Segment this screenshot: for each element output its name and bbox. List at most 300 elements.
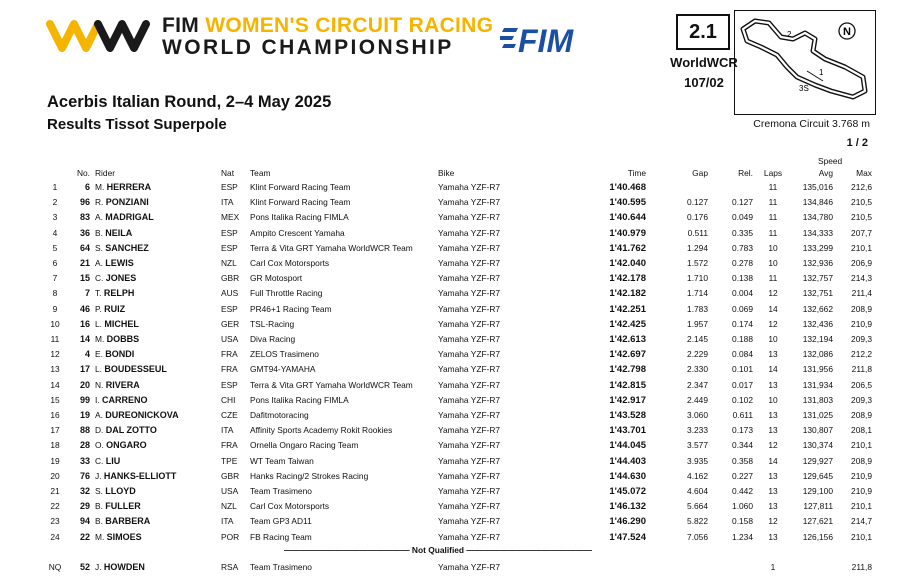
table-row bbox=[0, 347, 900, 362]
avg-cell: 129,927 bbox=[802, 455, 833, 466]
no-cell: 28 bbox=[79, 440, 90, 451]
max-cell: 209,3 bbox=[851, 334, 872, 344]
table-row bbox=[0, 469, 900, 484]
max-cell: 212,6 bbox=[851, 182, 872, 192]
table-row bbox=[0, 423, 900, 438]
gap-cell: 5.822 bbox=[687, 516, 708, 527]
team-cell: Team Trasimeno bbox=[250, 486, 312, 496]
rel-cell: 0.084 bbox=[732, 349, 753, 360]
bike-cell: Yamaha YZF-R7 bbox=[438, 531, 501, 542]
nat-cell: ITA bbox=[221, 425, 234, 436]
bike-cell: Yamaha YZF-R7 bbox=[438, 288, 501, 299]
table-row bbox=[0, 180, 900, 195]
rider-initial: D. bbox=[95, 425, 104, 436]
gap-cell: 4.162 bbox=[687, 470, 708, 481]
rider-initial: I. bbox=[95, 394, 100, 405]
no-cell: 15 bbox=[79, 273, 90, 284]
laps-cell: 13 bbox=[768, 379, 778, 390]
avg-cell: 131,025 bbox=[802, 410, 833, 420]
avg-cell: 131,803 bbox=[802, 394, 833, 405]
avg-cell: 130,807 bbox=[802, 425, 833, 436]
no-cell: 14 bbox=[79, 334, 90, 344]
no-cell: 32 bbox=[79, 486, 90, 496]
no-cell: 52 bbox=[79, 562, 90, 572]
team-cell: Klint Forward Racing Team bbox=[250, 182, 351, 192]
no-cell: 96 bbox=[79, 197, 90, 208]
laps-cell: 11 bbox=[768, 273, 778, 284]
table-row bbox=[0, 408, 900, 423]
nat-cell: RSA bbox=[221, 562, 239, 572]
max-cell: 210,9 bbox=[851, 470, 872, 481]
rider-initial: O. bbox=[95, 440, 104, 451]
laps-cell: 12 bbox=[768, 440, 778, 451]
avg-cell: 132,936 bbox=[802, 258, 833, 268]
session-number-box: 2.1 bbox=[676, 14, 730, 50]
page-number: 1 / 2 bbox=[846, 137, 868, 149]
rider-name-cell bbox=[95, 438, 220, 453]
max-cell: 208,9 bbox=[851, 410, 872, 420]
map-sector-1-label: 1 bbox=[819, 68, 824, 77]
no-cell: 76 bbox=[79, 470, 90, 481]
no-cell: 83 bbox=[79, 212, 90, 223]
bike-cell: Yamaha YZF-R7 bbox=[438, 197, 501, 208]
avg-cell: 130,374 bbox=[802, 440, 833, 451]
rider-surname: LIU bbox=[105, 455, 121, 466]
championship-title-line1 bbox=[162, 14, 493, 38]
rel-cell: 1.234 bbox=[732, 531, 753, 542]
rider-surname: NEILA bbox=[105, 227, 133, 238]
rider-initial: L. bbox=[95, 364, 102, 375]
col-header-team: Team bbox=[250, 168, 271, 178]
map-north-label: N bbox=[843, 26, 851, 38]
avg-cell: 133,299 bbox=[802, 242, 833, 253]
nat-cell: AUS bbox=[221, 288, 239, 299]
time-cell: 1'42.697 bbox=[609, 349, 646, 361]
rider-name-cell bbox=[95, 499, 220, 514]
pos-cell: 17 bbox=[50, 425, 60, 436]
bike-cell: Yamaha YZF-R7 bbox=[438, 242, 501, 253]
max-cell: 214,3 bbox=[851, 273, 872, 284]
not-qualified-separator bbox=[0, 543, 900, 558]
rider-surname: RIVERA bbox=[105, 379, 140, 390]
rider-surname: BARBERA bbox=[105, 516, 151, 527]
nat-cell: ESP bbox=[221, 379, 238, 390]
nat-cell: FRA bbox=[221, 364, 238, 375]
nat-cell: GER bbox=[221, 318, 240, 329]
bike-cell: Yamaha YZF-R7 bbox=[438, 562, 501, 572]
nat-cell: GBR bbox=[221, 470, 240, 481]
pos-cell: 3 bbox=[52, 212, 58, 223]
rider-name-cell bbox=[95, 393, 220, 408]
time-cell: 1'40.595 bbox=[609, 197, 646, 209]
table-row bbox=[0, 362, 900, 377]
table-row bbox=[0, 393, 900, 408]
rider-surname: RELPH bbox=[103, 288, 135, 299]
time-cell: 1'42.613 bbox=[609, 334, 646, 345]
rider-name-cell bbox=[95, 302, 220, 317]
rider-initial: L. bbox=[95, 318, 102, 329]
no-cell: 99 bbox=[79, 394, 90, 405]
pos-cell: 10 bbox=[50, 318, 60, 329]
pos-cell: 9 bbox=[52, 303, 58, 314]
laps-cell: 13 bbox=[768, 349, 778, 360]
session-subcode: 107/02 bbox=[684, 75, 724, 90]
rider-name-cell bbox=[95, 423, 220, 438]
rider-surname: SANCHEZ bbox=[105, 242, 149, 253]
rider-surname: RUIZ bbox=[104, 303, 126, 314]
nat-cell: FRA bbox=[221, 440, 238, 451]
rider-initial: E. bbox=[95, 349, 103, 360]
rider-surname: CARRENO bbox=[101, 394, 148, 405]
nat-cell: ITA bbox=[221, 197, 234, 208]
laps-cell: 11 bbox=[768, 212, 778, 223]
table-row bbox=[0, 226, 900, 241]
team-cell: Ampito Crescent Yamaha bbox=[250, 227, 345, 238]
table-row bbox=[0, 302, 900, 317]
rider-name-cell bbox=[95, 347, 220, 362]
rel-cell: 0.158 bbox=[732, 516, 753, 527]
rider-name-cell bbox=[95, 332, 220, 347]
rider-name-cell bbox=[95, 469, 220, 484]
team-cell: GMT94-YAMAHA bbox=[250, 364, 316, 375]
laps-cell: 11 bbox=[768, 197, 778, 208]
gap-cell: 5.664 bbox=[687, 501, 708, 512]
max-cell: 208,1 bbox=[851, 425, 872, 436]
nat-cell: ITA bbox=[221, 516, 234, 527]
rider-surname: SIMOES bbox=[106, 531, 142, 542]
time-cell: 1'42.798 bbox=[609, 364, 646, 376]
rider-surname: HERRERA bbox=[106, 182, 152, 192]
time-cell: 1'40.644 bbox=[609, 212, 646, 224]
rider-name-cell bbox=[95, 408, 220, 423]
no-cell: 94 bbox=[79, 516, 90, 527]
pos-cell: 13 bbox=[50, 364, 60, 375]
team-cell: Diva Racing bbox=[250, 334, 296, 344]
no-cell: 4 bbox=[84, 349, 90, 360]
max-cell: 210,1 bbox=[851, 440, 872, 451]
avg-cell: 129,645 bbox=[802, 470, 833, 481]
rider-initial: S. bbox=[95, 486, 103, 496]
time-cell: 1'44.630 bbox=[609, 470, 646, 482]
gap-cell: 7.056 bbox=[687, 531, 708, 542]
rider-initial: J. bbox=[95, 562, 102, 572]
pos-cell: 19 bbox=[50, 455, 60, 466]
team-cell: Affinity Sports Academy Rokit Rookies bbox=[250, 425, 393, 436]
bike-cell: Yamaha YZF-R7 bbox=[438, 516, 501, 527]
rider-initial: M. bbox=[95, 334, 105, 344]
table-row bbox=[0, 195, 900, 210]
circuit-map bbox=[734, 10, 876, 115]
table-row bbox=[0, 271, 900, 286]
no-cell: 36 bbox=[79, 227, 90, 238]
rel-cell: 0.335 bbox=[732, 227, 753, 238]
rider-name-cell bbox=[95, 514, 220, 529]
laps-cell: 1 bbox=[770, 562, 776, 572]
rider-initial: B. bbox=[95, 501, 103, 512]
event-title: Acerbis Italian Round, 2–4 May 2025 bbox=[47, 93, 332, 111]
time-cell: 1'40.979 bbox=[609, 227, 646, 239]
rider-surname: ONGARO bbox=[106, 440, 147, 451]
rider-name-cell bbox=[95, 286, 220, 301]
rel-cell: 0.278 bbox=[732, 258, 753, 268]
max-cell: 212,2 bbox=[851, 349, 872, 360]
laps-cell: 13 bbox=[768, 486, 778, 496]
rider-name-cell bbox=[95, 226, 220, 241]
no-cell: 22 bbox=[79, 531, 90, 542]
pos-cell: 20 bbox=[50, 470, 60, 481]
col-header-avg: Avg bbox=[818, 168, 833, 178]
rider-surname: LLOYD bbox=[105, 486, 136, 496]
time-cell: 1'42.425 bbox=[609, 318, 646, 330]
table-row bbox=[0, 514, 900, 529]
rider-surname: JONES bbox=[105, 273, 137, 284]
no-cell: 20 bbox=[79, 379, 90, 390]
nat-cell: CHI bbox=[221, 394, 236, 405]
pos-cell: 5 bbox=[52, 242, 58, 253]
pos-cell: NQ bbox=[48, 562, 62, 572]
table-row bbox=[0, 241, 900, 256]
results-table-header bbox=[0, 166, 900, 181]
time-cell: 1'42.178 bbox=[609, 273, 646, 285]
rider-surname: FULLER bbox=[105, 501, 141, 512]
max-cell: 208,9 bbox=[851, 303, 872, 314]
max-cell: 209,3 bbox=[851, 394, 872, 405]
bike-cell: Yamaha YZF-R7 bbox=[438, 318, 501, 329]
team-cell: FB Racing Team bbox=[250, 531, 312, 542]
nat-cell: MEX bbox=[221, 212, 240, 223]
team-cell: Dafitmotoracing bbox=[250, 410, 309, 420]
time-cell: 1'46.132 bbox=[609, 501, 646, 513]
rider-initial: T. bbox=[95, 288, 102, 299]
team-cell: Klint Forward Racing Team bbox=[250, 197, 351, 208]
wcr-logo-icon bbox=[46, 16, 150, 54]
max-cell: 211,8 bbox=[851, 364, 872, 375]
max-cell: 210,1 bbox=[851, 501, 872, 512]
nat-cell: TPE bbox=[221, 455, 238, 466]
team-cell: Hanks Racing/2 Strokes Racing bbox=[250, 470, 369, 481]
rider-initial: A. bbox=[95, 258, 103, 268]
nat-cell: ESP bbox=[221, 242, 238, 253]
avg-cell: 126,156 bbox=[802, 531, 833, 542]
laps-cell: 10 bbox=[768, 258, 778, 268]
rider-name-cell bbox=[95, 378, 220, 393]
time-cell: 1'44.403 bbox=[609, 455, 646, 467]
table-row bbox=[0, 560, 900, 575]
rider-name-cell bbox=[95, 241, 220, 256]
col-header-bike: Bike bbox=[438, 168, 455, 178]
rider-surname: PONZIANI bbox=[105, 197, 149, 208]
team-cell: Pons Italika Racing FIMLA bbox=[250, 212, 349, 223]
no-cell: 19 bbox=[79, 410, 90, 420]
rel-cell: 0.358 bbox=[732, 455, 753, 466]
no-cell: 6 bbox=[84, 182, 90, 192]
rel-cell: 0.138 bbox=[732, 273, 753, 284]
avg-cell: 134,780 bbox=[802, 212, 833, 223]
no-cell: 88 bbox=[79, 425, 90, 436]
rider-surname: BOUDESSEUL bbox=[104, 364, 167, 375]
table-row bbox=[0, 317, 900, 332]
nat-cell: ESP bbox=[221, 303, 238, 314]
bike-cell: Yamaha YZF-R7 bbox=[438, 379, 501, 390]
rider-initial: A. bbox=[95, 410, 103, 420]
rider-initial: J. bbox=[95, 470, 102, 481]
bike-cell: Yamaha YZF-R7 bbox=[438, 227, 501, 238]
bike-cell: Yamaha YZF-R7 bbox=[438, 182, 501, 192]
fim-logo-text: FIM bbox=[518, 23, 574, 56]
laps-cell: 13 bbox=[768, 410, 778, 420]
rider-name-cell bbox=[95, 362, 220, 377]
rider-surname: BONDI bbox=[105, 349, 135, 360]
rider-initial: N. bbox=[95, 379, 104, 390]
rider-name-cell bbox=[95, 271, 220, 286]
col-header-max: Max bbox=[856, 168, 872, 178]
avg-cell: 132,194 bbox=[802, 334, 833, 344]
title-wcr-word: WOMEN'S CIRCUIT RACING bbox=[205, 14, 494, 37]
gap-cell: 3.577 bbox=[687, 440, 708, 451]
pos-cell: 24 bbox=[50, 531, 60, 542]
rider-name-cell bbox=[95, 560, 220, 575]
avg-cell: 132,662 bbox=[802, 303, 833, 314]
avg-cell: 127,621 bbox=[802, 516, 833, 527]
time-cell: 1'43.701 bbox=[609, 425, 646, 437]
rider-name-cell bbox=[95, 256, 220, 271]
gap-cell: 0.176 bbox=[687, 212, 708, 223]
time-cell: 1'42.251 bbox=[609, 303, 646, 315]
nat-cell: CZE bbox=[221, 410, 238, 420]
rel-cell: 0.783 bbox=[732, 242, 753, 253]
gap-cell: 1.572 bbox=[687, 258, 708, 268]
team-cell: Ornella Ongaro Racing Team bbox=[250, 440, 359, 451]
laps-cell: 11 bbox=[768, 227, 778, 238]
avg-cell: 131,934 bbox=[802, 379, 833, 390]
no-cell: 16 bbox=[79, 318, 90, 329]
laps-cell: 13 bbox=[768, 470, 778, 481]
rider-initial: A. bbox=[95, 212, 103, 223]
pos-cell: 14 bbox=[50, 379, 60, 390]
avg-cell: 132,436 bbox=[802, 318, 833, 329]
nat-cell: ESP bbox=[221, 227, 238, 238]
bike-cell: Yamaha YZF-R7 bbox=[438, 425, 501, 436]
max-cell: 211,4 bbox=[851, 288, 872, 299]
col-header-laps: Laps bbox=[763, 168, 783, 178]
rider-name-cell bbox=[95, 195, 220, 210]
pos-cell: 7 bbox=[52, 273, 58, 284]
rider-initial: R. bbox=[95, 197, 104, 208]
avg-cell: 135,016 bbox=[802, 182, 833, 192]
map-sector-3s-label: 3S bbox=[799, 84, 809, 93]
rider-initial: M. bbox=[95, 182, 105, 192]
fim-logo-icon bbox=[500, 22, 582, 56]
avg-cell: 134,846 bbox=[802, 197, 833, 208]
team-cell: Terra & Vita GRT Yamaha WorldWCR Team bbox=[250, 379, 413, 390]
gap-cell: 2.330 bbox=[687, 364, 708, 375]
nat-cell: FRA bbox=[221, 349, 238, 360]
table-row bbox=[0, 438, 900, 453]
time-cell: 1'40.468 bbox=[609, 182, 646, 193]
gap-cell: 2.347 bbox=[687, 379, 708, 390]
table-row bbox=[0, 286, 900, 301]
results-subtitle: Results Tissot Superpole bbox=[47, 116, 227, 133]
rider-surname: DAL ZOTTO bbox=[105, 425, 157, 436]
rel-cell: 0.102 bbox=[732, 394, 753, 405]
rel-cell: 0.101 bbox=[732, 364, 753, 375]
rider-surname: MADRIGAL bbox=[105, 212, 154, 223]
team-cell: Team GP3 AD11 bbox=[250, 516, 312, 527]
col-header-rel: Rel. bbox=[738, 168, 753, 178]
max-cell: 214,7 bbox=[851, 516, 872, 527]
gap-cell: 1.957 bbox=[687, 318, 708, 329]
laps-cell: 14 bbox=[768, 303, 778, 314]
table-row bbox=[0, 332, 900, 347]
gap-cell: 3.935 bbox=[687, 455, 708, 466]
gap-cell: 2.229 bbox=[687, 349, 708, 360]
rider-initial: C. bbox=[95, 273, 104, 284]
max-cell: 208,9 bbox=[851, 455, 872, 466]
pos-cell: 15 bbox=[50, 394, 60, 405]
team-cell: WT Team Taiwan bbox=[250, 455, 314, 466]
pos-cell: 21 bbox=[50, 486, 60, 496]
max-cell: 206,5 bbox=[851, 379, 872, 390]
bike-cell: Yamaha YZF-R7 bbox=[438, 212, 501, 223]
pos-cell: 2 bbox=[52, 197, 58, 208]
table-row bbox=[0, 378, 900, 393]
table-row bbox=[0, 484, 900, 499]
rider-name-cell bbox=[95, 210, 220, 225]
max-cell: 210,1 bbox=[851, 242, 872, 253]
laps-cell: 14 bbox=[768, 455, 778, 466]
nat-cell: USA bbox=[221, 486, 239, 496]
col-header-time: Time bbox=[627, 168, 646, 178]
no-cell: 21 bbox=[79, 258, 90, 268]
gap-cell: 4.604 bbox=[687, 486, 708, 496]
team-cell: ZELOS Trasimeno bbox=[250, 349, 319, 360]
pos-cell: 23 bbox=[50, 516, 60, 527]
rider-surname: HANKS-ELLIOTT bbox=[103, 470, 177, 481]
max-cell: 210,5 bbox=[851, 197, 872, 208]
no-cell: 29 bbox=[79, 501, 90, 512]
max-cell: 207,7 bbox=[851, 227, 872, 238]
laps-cell: 12 bbox=[768, 288, 778, 299]
rider-initial: B. bbox=[95, 516, 103, 527]
table-row bbox=[0, 256, 900, 271]
bike-cell: Yamaha YZF-R7 bbox=[438, 501, 501, 512]
avg-cell: 131,956 bbox=[802, 364, 833, 375]
rel-cell: 0.069 bbox=[732, 303, 753, 314]
bike-cell: Yamaha YZF-R7 bbox=[438, 394, 501, 405]
gap-cell: 0.511 bbox=[687, 227, 708, 238]
col-header-nat: Nat bbox=[221, 168, 235, 178]
rider-initial: P. bbox=[95, 303, 102, 314]
rider-surname: MICHEL bbox=[104, 318, 139, 329]
rel-cell: 1.060 bbox=[732, 501, 753, 512]
max-cell: 206,9 bbox=[851, 258, 872, 268]
rel-cell: 0.188 bbox=[732, 334, 753, 344]
laps-cell: 12 bbox=[768, 318, 778, 329]
laps-cell: 10 bbox=[768, 242, 778, 253]
nat-cell: GBR bbox=[221, 273, 240, 284]
team-cell: Carl Cox Motorsports bbox=[250, 258, 330, 268]
rel-cell: 0.004 bbox=[732, 288, 753, 299]
time-cell: 1'42.040 bbox=[609, 258, 646, 269]
pos-cell: 22 bbox=[50, 501, 60, 512]
nat-cell: USA bbox=[221, 334, 239, 344]
rel-cell: 0.127 bbox=[732, 197, 753, 208]
bike-cell: Yamaha YZF-R7 bbox=[438, 273, 501, 284]
gap-cell: 1.783 bbox=[687, 303, 708, 314]
time-cell: 1'44.045 bbox=[609, 440, 646, 452]
rider-name-cell bbox=[95, 484, 220, 499]
championship-title-line2: WORLD CHAMPIONSHIP bbox=[162, 36, 454, 59]
